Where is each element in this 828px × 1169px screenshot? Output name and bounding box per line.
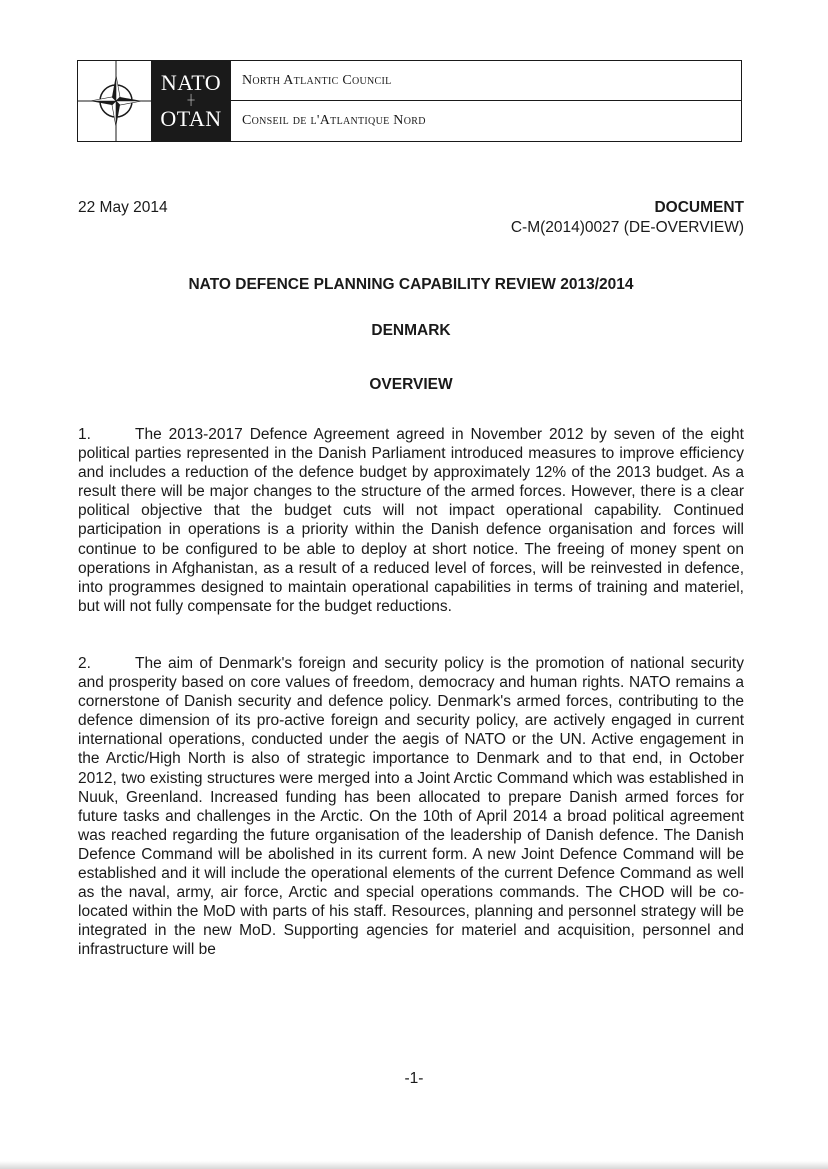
letterhead bbox=[77, 60, 742, 142]
org-name-fr: OTAN bbox=[160, 106, 222, 131]
org-name-en: NATO bbox=[160, 70, 222, 95]
document-reference: C-M(2014)0027 (DE-OVERVIEW) bbox=[510, 219, 744, 236]
paragraph-1 bbox=[78, 425, 744, 616]
country-heading: DENMARK bbox=[371, 322, 451, 339]
council-name-fr: Conseil de l'Atlantique Nord bbox=[242, 113, 426, 128]
page-number: -1- bbox=[404, 1070, 424, 1087]
nato-compass-star-icon bbox=[78, 61, 151, 141]
section-heading: OVERVIEW bbox=[369, 376, 453, 393]
document-title: NATO DEFENCE PLANNING CAPABILITY REVIEW 2013/2014 bbox=[188, 276, 634, 293]
paragraph-text: The 2013-2017 Defence Agreement agreed in November 2012 by seven of the eight political parties represented in the Danish Parliament introduced measures to improve efficiency and includes a reduction of the defence budget by approximately 12% of the 2013 budget. As a result there will be major changes to the structure of the armed forces. However, there is a clear political objective that the budget cuts will not impact operational capability. Continued participation in operations is a priority within the Danish defence organisation and forces will continue to be configured to be able to deploy at short notice. The freeing of money spent on operations in Afghanistan, as a result of a reduced level of forces, will be reinvested in defence, into programmes designed to maintain operational capabilities in terms of training and materiel, but will not fully compensate for the budget reductions. bbox=[78, 426, 744, 615]
paragraph-2 bbox=[78, 654, 744, 960]
paragraph-number: 2. bbox=[78, 655, 91, 672]
nato-otan-block bbox=[151, 61, 231, 141]
document-label: DOCUMENT bbox=[654, 199, 744, 216]
paragraph-text: The aim of Denmark's foreign and security policy is the promotion of national security and prosperity based on core values of freedom, democracy and human rights. NATO remains a cornerstone of Danish security and defence policy. Denmark's armed forces, contributing to the defence dimension of its pro-active foreign and security policy, are actively engaged in current international operations, conducted under the aegis of NATO or the UN. Active engagement in the Arctic/High North is also of strategic importance to Denmark and to that end, in October 2012, two existing structures were merged into a Joint Arctic Command which was established in Nuuk, Greenland. Increased funding has been allocated to prepare Danish armed forces for future tasks and challenges in the Arctic. On the 10th of April 2014 a broad political agreement was reached regarding the future organisation of the leadership of Danish defence. The Danish Defence Command will be abolished in its current form. A new Joint Defence Command will be established and it will include the operational elements of the current Defence Command as well as the naval, army, air force, Arctic and special operations commands. The CHOD will be co-located within the MoD with parts of his staff. Resources, planning and personnel strategy will be integrated in the new MoD. Supporting agencies for materiel and acquisition, personnel and infrastructure will be bbox=[78, 655, 744, 959]
document-date: 22 May 2014 bbox=[78, 199, 168, 216]
scan-edge bbox=[0, 1161, 828, 1169]
org-divider: ┼ bbox=[187, 95, 195, 106]
council-name-en: North Atlantic Council bbox=[231, 61, 741, 101]
paragraph-number: 1. bbox=[78, 426, 91, 443]
